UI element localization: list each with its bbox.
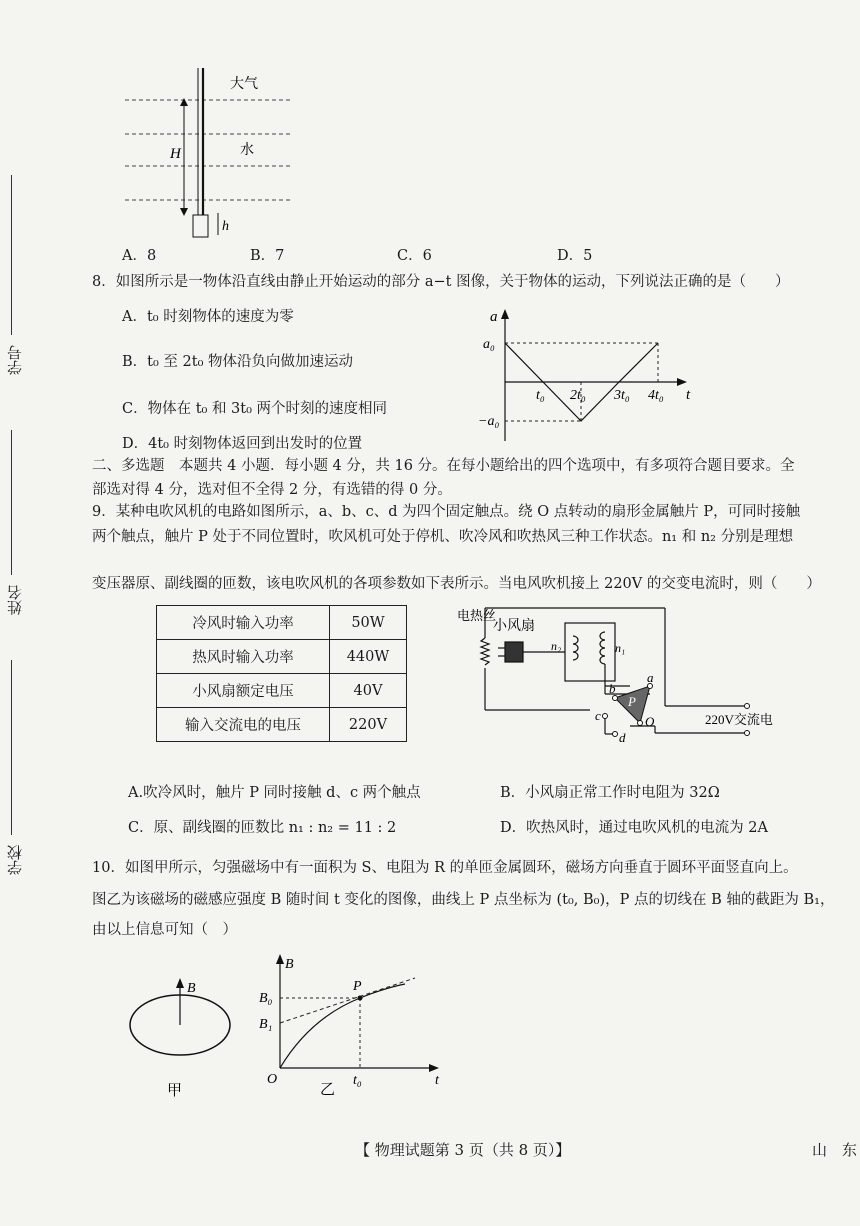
q9-label-ac: 220V交流电 xyxy=(705,712,773,727)
q9-circuit xyxy=(455,598,785,748)
spec-value: 220V xyxy=(330,708,407,742)
q7-figure xyxy=(120,60,300,240)
q9-stem-line1: 9．某种电吹风机的电路如图所示，a、b、c、d 为四个固定触点。绕 O 点转动的扇形金属触片 P，可同时接触 xyxy=(92,504,801,520)
q10-label-P: P xyxy=(353,979,362,994)
q9-label-n1: n₁ xyxy=(615,641,626,655)
q7-option-c: C．6 xyxy=(397,248,432,264)
q9-label-a: a xyxy=(647,670,654,685)
table-row xyxy=(157,606,407,640)
q10-label-yi: 乙 xyxy=(320,1082,336,1098)
q8-axis-t: t xyxy=(686,387,691,403)
q8-label-2t0: 2t₀ xyxy=(570,388,586,403)
q9-stem-line3: 变压器原、副线圈的匝数，该电吹风机的各项参数如下表所示。当电风吹机接上 220V 的交变电流时，则（ ） xyxy=(92,576,821,592)
q10-label-t0: t₀ xyxy=(353,1073,362,1088)
q10-stem-line3: 由以上信息可知（ ） xyxy=(92,922,237,938)
q7-option-b: B．7 xyxy=(250,248,285,264)
q8-label-a0: a₀ xyxy=(483,337,495,352)
page-footer: 【 物理试题第 3 页（共 8 页）】 xyxy=(355,1141,571,1159)
q9-label-c: c xyxy=(595,708,601,723)
side-xingming: 姓名 xyxy=(6,585,24,615)
spec-key: 输入交流电的电压 xyxy=(157,708,330,742)
q7-option-d: D．5 xyxy=(557,248,593,264)
table-row xyxy=(157,640,407,674)
side-xuexiao: 学校 xyxy=(6,845,24,875)
q8-option-c: C．物体在 t₀ 和 3t₀ 两个时刻的速度相同 xyxy=(122,401,388,417)
q9-stem-line2: 两个触点，触片 P 处于不同位置时，吹风机可处于停机、吹冷风和吹热风三种工作状态。n₁ 和 n₂ 分别是理想 xyxy=(92,529,794,545)
q8-label-3t0: 3t₀ xyxy=(614,388,630,403)
spec-key: 小风扇额定电压 xyxy=(157,674,330,708)
side-line-2 xyxy=(11,430,12,575)
q8-label-neg-a0: −a₀ xyxy=(478,414,500,429)
q8-option-d: D．4t₀ 时刻物体返回到出发时的位置 xyxy=(122,436,363,452)
q8-at-graph xyxy=(478,305,698,445)
q8-label-t0: t₀ xyxy=(536,388,545,403)
q10-label-B1: B₁ xyxy=(259,1017,273,1032)
q9-label-O: O xyxy=(645,714,655,729)
spec-key: 热风时输入功率 xyxy=(157,640,330,674)
q9-label-heater xyxy=(457,608,496,623)
q9-option-a: A.吹冷风时，触片 P 同时接触 d、c 两个触点 xyxy=(128,785,421,801)
q9-label-n2: n₂ xyxy=(551,639,562,653)
spec-value: 40V xyxy=(330,674,407,708)
spec-value: 440W xyxy=(330,640,407,674)
table-row xyxy=(157,674,407,708)
spec-value: 50W xyxy=(330,606,407,640)
side-line-3 xyxy=(11,660,12,835)
q10-stem-line1: 10．如图甲所示，匀强磁场中有一面积为 S、电阻为 R 的单匝金属圆环，磁场方向垂直于圆环平面竖直向上。 xyxy=(92,860,798,876)
q9-label-fan: 小风扇 xyxy=(493,619,535,634)
q7-option-a: A．8 xyxy=(122,248,157,264)
spec-key: 冷风时输入功率 xyxy=(157,606,330,640)
q9-label-heater-text: 电热丝 xyxy=(457,608,497,623)
q8-label-4t0: 4t₀ xyxy=(648,388,664,403)
q7-water-label: 水 xyxy=(240,143,254,158)
q10-stem-line2: 图乙为该磁场的磁感应强度 B 随时间 t 变化的图像，曲线上 P 点坐标为 (t₀, B₀)，P 点的切线在 B 轴的截距为 B₁， xyxy=(92,892,835,908)
q10-label-O: O xyxy=(267,1072,278,1087)
q10-figure-yi xyxy=(255,948,455,1098)
q9-spec-table xyxy=(156,605,407,742)
section2-heading-line1: 二、多选题 本题共 4 小题．每小题 4 分，共 16 分。在每小题给出的四个选项中，有多项符合题目要求。全 xyxy=(92,458,795,474)
q10-figure-jia xyxy=(125,970,245,1100)
page-footer-right: 山 东 xyxy=(812,1141,858,1159)
q9-label-d: d xyxy=(619,730,626,745)
q9-option-d: D．吹热风时，通过电吹风机的电流为 2A xyxy=(500,820,768,836)
q7-h-label: h xyxy=(222,219,229,234)
q10-label-B0: B₀ xyxy=(259,991,273,1006)
q9-option-b: B．小风扇正常工作时电阻为 32Ω xyxy=(500,785,720,801)
side-line-1 xyxy=(11,175,12,335)
q8-option-b: B．t₀ 至 2t₀ 物体沿负向做加速运动 xyxy=(122,354,353,370)
q7-H-label: H xyxy=(170,146,181,162)
q10-label-B-jia: B xyxy=(187,981,196,996)
q8-axis-a: a xyxy=(490,309,498,325)
section2-heading-line2: 部选对得 4 分，选对但不全得 2 分，有选错的得 0 分。 xyxy=(92,482,452,498)
q9-label-b: b xyxy=(609,681,616,696)
q8-stem: 8．如图所示是一物体沿直线由静止开始运动的部分 a−t 图像，关于物体的运动，下列说法正确的是（ ） xyxy=(92,274,790,290)
q10-label-t: t xyxy=(435,1073,439,1088)
q8-option-a: A．t₀ 时刻物体的速度为零 xyxy=(122,309,294,325)
q10-label-B-axis: B xyxy=(285,957,294,972)
table-row xyxy=(157,708,407,742)
q9-option-c: C．原、副线圈的匝数比 n₁ : n₂ = 11 : 2 xyxy=(128,820,397,836)
side-xuehao: 学号 xyxy=(6,345,24,375)
q9-label-P: P xyxy=(628,694,636,709)
q10-label-jia: 甲 xyxy=(167,1083,183,1099)
q7-air-label: 大气 xyxy=(230,77,258,92)
